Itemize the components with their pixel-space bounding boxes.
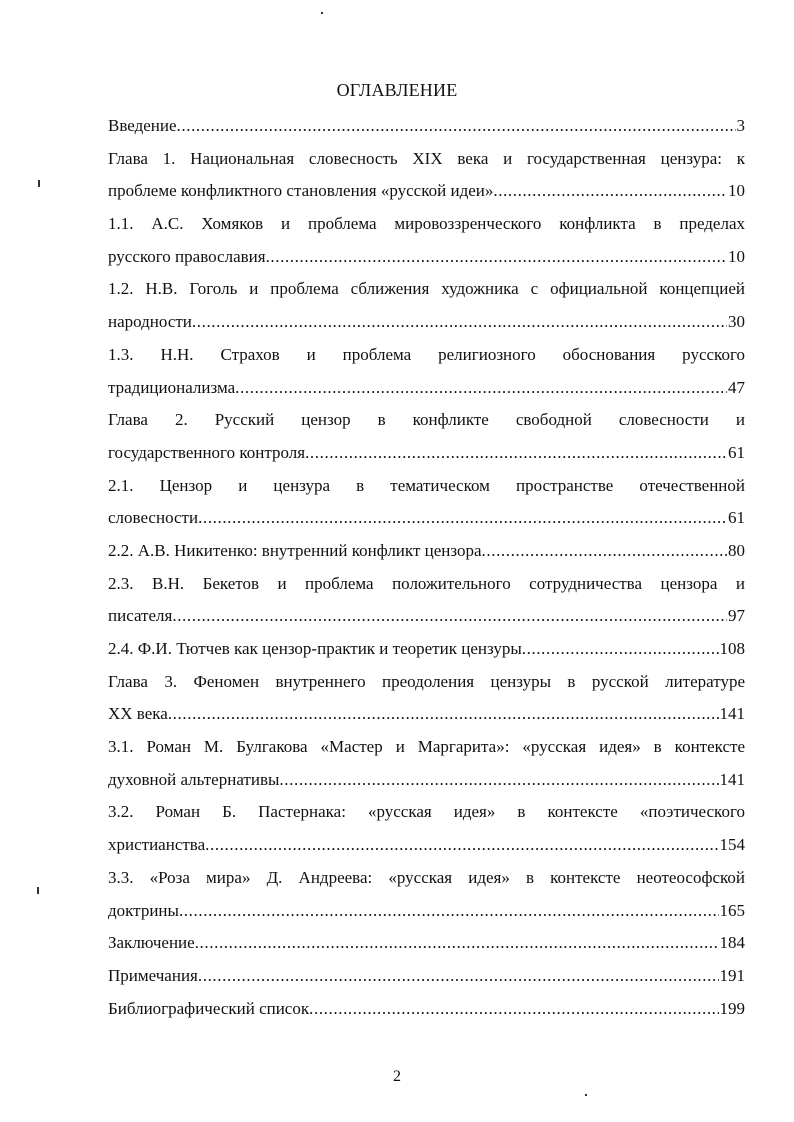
toc-entry[interactable] xyxy=(108,735,745,800)
scan-speck xyxy=(585,1094,587,1096)
toc-entry-title: народности xyxy=(108,312,192,332)
toc-entry-title: христианства xyxy=(108,835,206,855)
page-title: ОГЛАВЛЕНИЕ xyxy=(336,80,458,100)
toc-entry[interactable] xyxy=(108,277,745,342)
toc-entry[interactable] xyxy=(108,408,745,473)
toc-entry-text: 3.2. Роман Б. Пастернака: «русская идея» в контексте «поэтического xyxy=(108,802,745,822)
dot-leader xyxy=(266,245,727,269)
dot-leader xyxy=(177,114,736,138)
dot-leader xyxy=(309,997,718,1021)
toc-entry[interactable] xyxy=(108,147,745,212)
toc-page-number: 61 xyxy=(728,508,745,528)
toc-entry[interactable] xyxy=(108,474,745,539)
page-number: 2 xyxy=(393,1068,401,1085)
dot-leader xyxy=(198,964,719,988)
toc-entry[interactable] xyxy=(108,114,745,147)
toc-entry-text: Глава 1. Национальная словесность XIX века и государственная цензура: к xyxy=(108,148,745,168)
toc-page-number: 30 xyxy=(728,312,745,332)
toc-entry-title: 2.2. А.В. Никитенко: внутренний конфликт цензора xyxy=(108,540,482,560)
dot-leader xyxy=(179,899,719,923)
toc-entry[interactable] xyxy=(108,670,745,735)
toc-entry[interactable] xyxy=(108,800,745,865)
dot-leader xyxy=(305,441,727,465)
toc-entry[interactable] xyxy=(108,343,745,408)
dot-leader xyxy=(482,539,727,563)
toc-entry-text: 1.3. Н.Н. Страхов и проблема религиозного обоснования русского xyxy=(108,344,745,364)
toc-entry-title: Введение xyxy=(108,116,177,135)
toc-entry-text: 2.3. В.Н. Бекетов и проблема положительного сотрудничества цензора и xyxy=(108,573,745,593)
toc-entry-text: 2.1. Цензор и цензура в тематическом пространстве отечественной xyxy=(108,475,745,495)
toc-entry-text: 3.3. «Роза мира» Д. Андреева: «русская идея» в контексте неотеософской xyxy=(108,867,745,887)
table-of-contents xyxy=(108,114,745,1029)
toc-page-number: 154 xyxy=(719,835,745,855)
toc-entry-title: проблеме конфликтного становления «русской идеи» xyxy=(108,181,494,201)
toc-page-number: 184 xyxy=(719,933,745,953)
dot-leader xyxy=(172,604,727,628)
scan-speck xyxy=(38,180,40,187)
toc-page-number: 10 xyxy=(728,181,745,201)
toc-page-number: 108 xyxy=(719,639,745,658)
toc-entry[interactable] xyxy=(108,637,745,670)
toc-entry[interactable] xyxy=(108,931,745,964)
toc-entry-text: 1.2. Н.В. Гоголь и проблема сближения художника с официальной концепцией xyxy=(108,279,745,299)
toc-page-number: 80 xyxy=(728,540,745,560)
toc-page-number: 199 xyxy=(719,998,745,1018)
toc-entry-title: Заключение xyxy=(108,933,195,953)
toc-page-number: 141 xyxy=(719,704,745,724)
dot-leader xyxy=(522,637,719,661)
toc-entry-text: Глава 2. Русский цензор в конфликте свободной словесности и xyxy=(108,410,745,430)
toc-page-number: 97 xyxy=(728,606,745,626)
toc-entry-title: 2.4. Ф.И. Тютчев как цензор-практик и теоретик цензуры xyxy=(108,639,522,658)
scan-speck xyxy=(321,12,323,14)
dot-leader xyxy=(279,768,718,792)
toc-entry-title: Примечания xyxy=(108,965,198,985)
toc-entry[interactable] xyxy=(108,997,745,1030)
toc-entry-title: словесности xyxy=(108,508,199,528)
scan-speck xyxy=(37,887,39,894)
toc-page-number: 3 xyxy=(736,116,745,135)
toc-entry-title: писателя xyxy=(108,606,173,626)
toc-entry[interactable] xyxy=(108,964,745,997)
toc-entry-title: XX века xyxy=(108,704,168,724)
toc-page-number: 191 xyxy=(719,965,745,985)
toc-entry-title: государственного контроля xyxy=(108,442,306,462)
toc-page-number: 61 xyxy=(728,442,745,462)
dot-leader xyxy=(198,506,727,530)
dot-leader xyxy=(192,310,727,334)
dot-leader xyxy=(168,702,719,726)
toc-entry[interactable] xyxy=(108,866,745,931)
dot-leader xyxy=(235,376,727,400)
dot-leader xyxy=(205,833,718,857)
toc-page-number: 165 xyxy=(719,900,745,920)
toc-page-number: 141 xyxy=(719,769,745,789)
dot-leader xyxy=(195,931,719,955)
toc-page-number: 47 xyxy=(728,377,745,397)
toc-entry[interactable] xyxy=(108,572,745,637)
toc-entry-title: духовной альтернативы xyxy=(108,769,280,789)
dot-leader xyxy=(493,179,727,203)
toc-entry-text: Глава 3. Феномен внутреннего преодоления цензуры в русской литературе xyxy=(108,671,745,691)
toc-page-number: 10 xyxy=(728,246,745,266)
toc-entry-title: Библиографический список xyxy=(108,998,310,1018)
toc-entry[interactable] xyxy=(108,539,745,572)
toc-entry-title: доктрины xyxy=(108,900,179,920)
toc-entry-text: 3.1. Роман М. Булгакова «Мастер и Маргарита»: «русская идея» в контексте xyxy=(108,737,745,757)
toc-entry-text: 1.1. А.С. Хомяков и проблема мировоззренческого конфликта в пределах xyxy=(108,214,745,234)
toc-entry[interactable] xyxy=(108,212,745,277)
toc-entry-title: традиционализма xyxy=(108,377,236,397)
toc-entry-title: русского православия xyxy=(108,246,266,266)
